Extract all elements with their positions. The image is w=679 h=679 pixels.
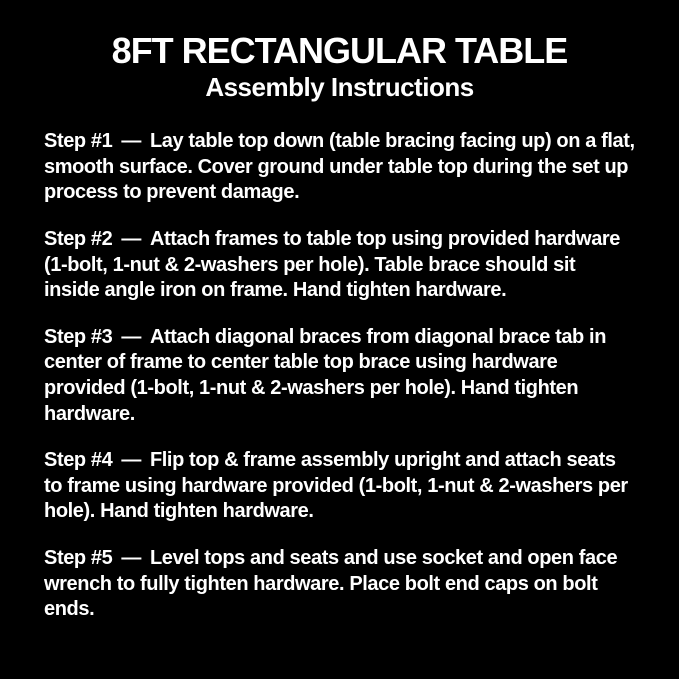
step-1-dash: — bbox=[121, 130, 141, 153]
step-5-paragraph bbox=[44, 546, 635, 623]
step-1-label: Step #1 bbox=[44, 130, 113, 153]
step-5-label: Step #5 bbox=[44, 547, 113, 569]
step-2-label: Step #2 bbox=[44, 228, 113, 251]
step-3-label: Step #3 bbox=[44, 325, 113, 348]
step-2-text: Attach frames to table top using provided hardware (1-bolt, 1-nut & 2-washers per hole). Table brace should sit inside angle iron on frame. Hand tighten hardware. bbox=[44, 228, 621, 302]
page-title: 8FT RECTANGULAR TABLE bbox=[111, 30, 568, 71]
step-3-paragraph bbox=[44, 325, 635, 427]
step-4-label: Step #4 bbox=[44, 449, 113, 472]
step-3-dash: — bbox=[121, 325, 141, 348]
step-1-paragraph bbox=[44, 129, 635, 206]
page-subtitle: Assembly Instructions bbox=[205, 72, 474, 103]
step-4-dash: — bbox=[121, 449, 141, 472]
step-5-text: Level tops and seats and use socket and open face wrench to fully tighten hardware. Place bolt end caps on bolt ends. bbox=[44, 547, 618, 621]
step-3-text: Attach diagonal braces from diagonal brace tab in center of frame to center table top brace using hardware provided (1-bolt, 1-nut & 2-washers per hole). Hand tighten hardware. bbox=[44, 325, 607, 425]
step-2-dash: — bbox=[121, 228, 141, 251]
steps-list bbox=[44, 129, 635, 623]
step-1-text: Lay table top down (table bracing facing up) on a flat, smooth surface. Cover ground under table top during the set up process to prevent damage. bbox=[44, 130, 635, 204]
step-4-paragraph bbox=[44, 448, 635, 525]
step-2-paragraph bbox=[44, 227, 635, 304]
step-4-text: Flip top & frame assembly upright and attach seats to frame using hardware provided (1-bolt, 1-nut & 2-washers per hole). Hand tighten hardware. bbox=[44, 449, 628, 523]
step-5-dash: — bbox=[121, 547, 141, 569]
